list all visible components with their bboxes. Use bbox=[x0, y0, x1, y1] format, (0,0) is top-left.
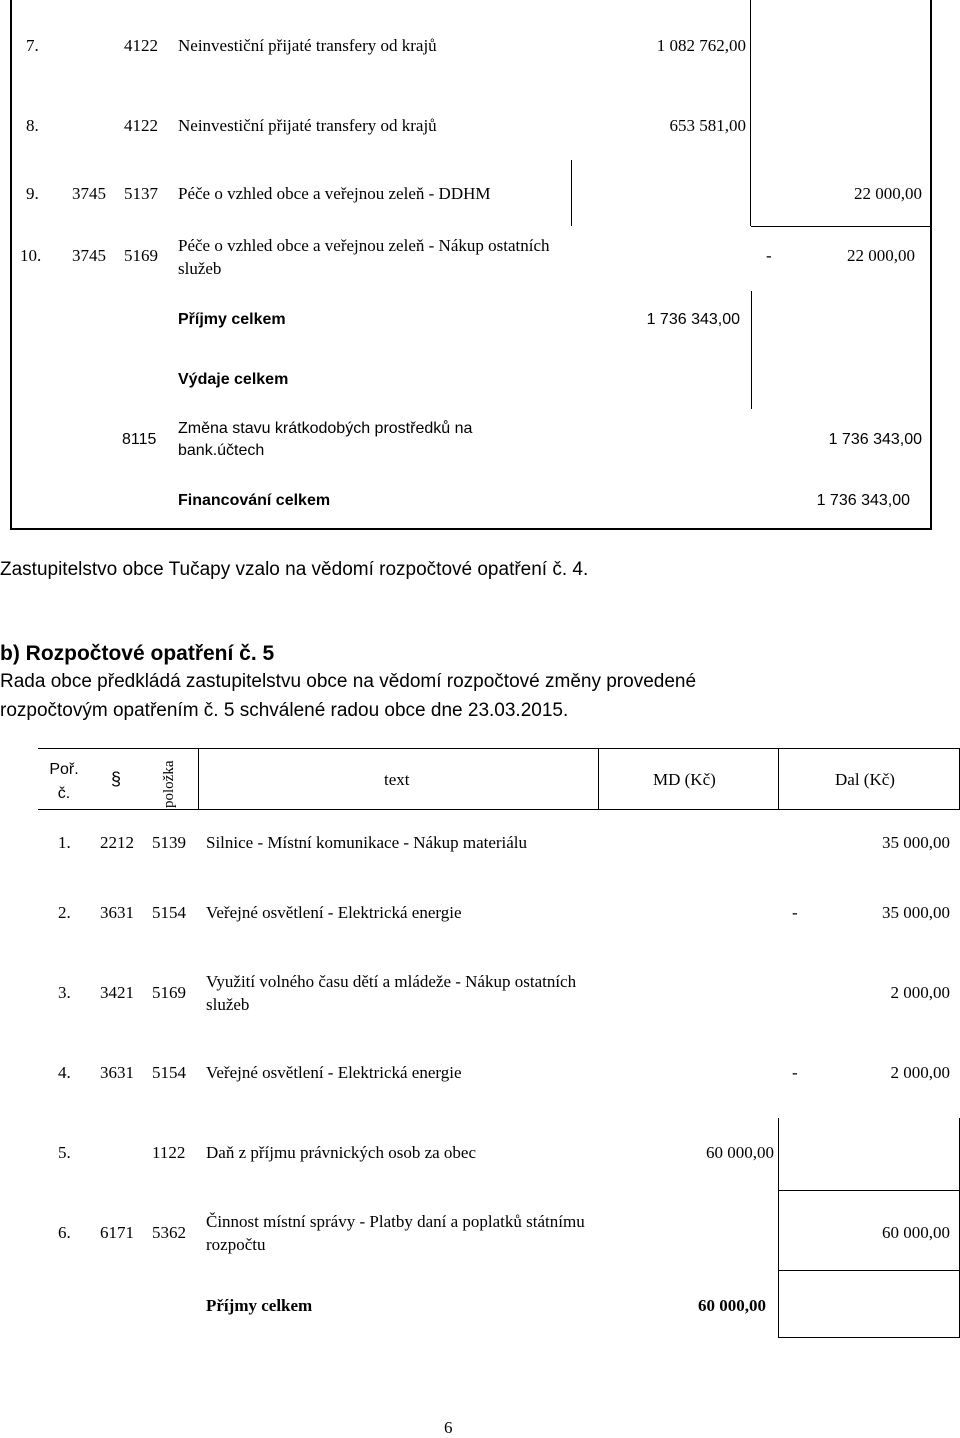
row-number: 5. bbox=[58, 1143, 71, 1162]
header-item: položka bbox=[161, 760, 177, 808]
dal-value: 22 000,00 bbox=[854, 184, 922, 203]
item-code: 8115 bbox=[122, 431, 157, 448]
paragraph-code: 4122 bbox=[124, 116, 158, 135]
section-heading: b) Rozpočtové opatření č. 5 bbox=[0, 642, 275, 665]
item-code: 5362 bbox=[152, 1223, 186, 1242]
row-text: Využití volného času dětí a mládeže - Nákup ostatních služeb bbox=[206, 972, 577, 1014]
section-intro-line: rozpočtovým opatřením č. 5 schválené radou obce dne 23.03.2015. bbox=[0, 700, 569, 721]
row-text: Veřejné osvětlení - Elektrická energie bbox=[206, 903, 462, 922]
note-text: Zastupitelstvo obce Tučapy vzalo na vědomí rozpočtové opatření č. 4. bbox=[0, 559, 589, 580]
income-total-label: Příjmy celkem bbox=[206, 1296, 313, 1315]
dal-value: 35 000,00 bbox=[882, 833, 950, 852]
row-text: Změna stavu krátkodobých prostředků na bank.účtech bbox=[178, 420, 473, 459]
md-value: 60 000,00 bbox=[706, 1143, 774, 1162]
row-text: Činnost místní správy - Platby daní a poplatků státnímu rozpočtu bbox=[206, 1212, 585, 1254]
item-code: 5154 bbox=[152, 1063, 186, 1082]
item-code: 5169 bbox=[152, 983, 186, 1002]
dal-sign: - bbox=[792, 903, 798, 922]
paragraph-code: 3421 bbox=[100, 983, 134, 1002]
dal-value: 22 000,00 bbox=[847, 246, 915, 265]
paragraph-code: 2212 bbox=[100, 833, 134, 852]
row-text: Daň z příjmu právnických osob za obec bbox=[206, 1143, 477, 1162]
dal-value: 60 000,00 bbox=[882, 1223, 950, 1242]
paragraph-code: 1122 bbox=[152, 1143, 186, 1162]
row-text: Péče o vzhled obce a veřejnou zeleň - DDHM bbox=[178, 184, 491, 203]
dal-value: 2 000,00 bbox=[890, 1063, 950, 1082]
row-number: 10. bbox=[20, 246, 42, 265]
row-number: 2. bbox=[58, 903, 71, 922]
paragraph-code: 4122 bbox=[124, 36, 158, 55]
row-number: 3. bbox=[58, 983, 71, 1002]
header-dal: Dal (Kč) bbox=[835, 770, 895, 789]
header-text: text bbox=[384, 770, 410, 789]
financing-total-label: Financování celkem bbox=[178, 492, 331, 509]
row-text: Neinvestiční přijaté transfery od krajů bbox=[178, 116, 437, 135]
item-code: 5169 bbox=[124, 246, 158, 265]
paragraph-code: 3631 bbox=[100, 903, 134, 922]
row-text: Neinvestiční přijaté transfery od krajů bbox=[178, 36, 437, 55]
item-code: 5137 bbox=[124, 184, 158, 203]
dal-value: 2 000,00 bbox=[890, 983, 950, 1002]
row-number: 1. bbox=[58, 833, 71, 852]
row-number: 6. bbox=[58, 1223, 71, 1242]
row-text: Silnice - Místní komunikace - Nákup materiálu bbox=[206, 833, 528, 852]
expense-total-label: Výdaje celkem bbox=[178, 371, 289, 388]
header-paragraph: § bbox=[111, 769, 122, 789]
income-total-value: 1 736 343,00 bbox=[646, 311, 740, 328]
header-number-2: č. bbox=[57, 785, 71, 802]
row-number: 7. bbox=[26, 36, 39, 55]
header-md: MD (Kč) bbox=[653, 770, 716, 789]
financing-total-value: 1 736 343,00 bbox=[816, 492, 910, 509]
paragraph-code: 3631 bbox=[100, 1063, 134, 1082]
row-number: 8. bbox=[26, 116, 39, 135]
md-value: 1 082 762,00 bbox=[656, 36, 746, 55]
row-number: 4. bbox=[58, 1063, 71, 1082]
page-number: 6 bbox=[444, 1418, 453, 1437]
paragraph-code: 6171 bbox=[100, 1223, 134, 1242]
dal-value: 35 000,00 bbox=[882, 903, 950, 922]
income-total-value: 60 000,00 bbox=[698, 1296, 766, 1315]
row-text: Péče o vzhled obce a veřejnou zeleň - Nákup ostatních služeb bbox=[178, 236, 550, 278]
item-code: 5154 bbox=[152, 903, 186, 922]
item-code: 5139 bbox=[152, 833, 186, 852]
row-text: Veřejné osvětlení - Elektrická energie bbox=[206, 1063, 462, 1082]
dal-sign: - bbox=[792, 1063, 798, 1082]
header-number-1: Poř. bbox=[49, 761, 79, 778]
paragraph-code: 3745 bbox=[72, 184, 106, 203]
md-value: 653 581,00 bbox=[669, 116, 746, 135]
dal-value: 1 736 343,00 bbox=[828, 431, 922, 448]
dal-sign: - bbox=[766, 246, 772, 265]
paragraph-code: 3745 bbox=[72, 246, 106, 265]
row-number: 9. bbox=[26, 184, 39, 203]
income-total-label: Příjmy celkem bbox=[178, 311, 286, 328]
section-intro-line: Rada obce předkládá zastupitelstvu obce na vědomí rozpočtové změny provedené bbox=[0, 671, 697, 692]
